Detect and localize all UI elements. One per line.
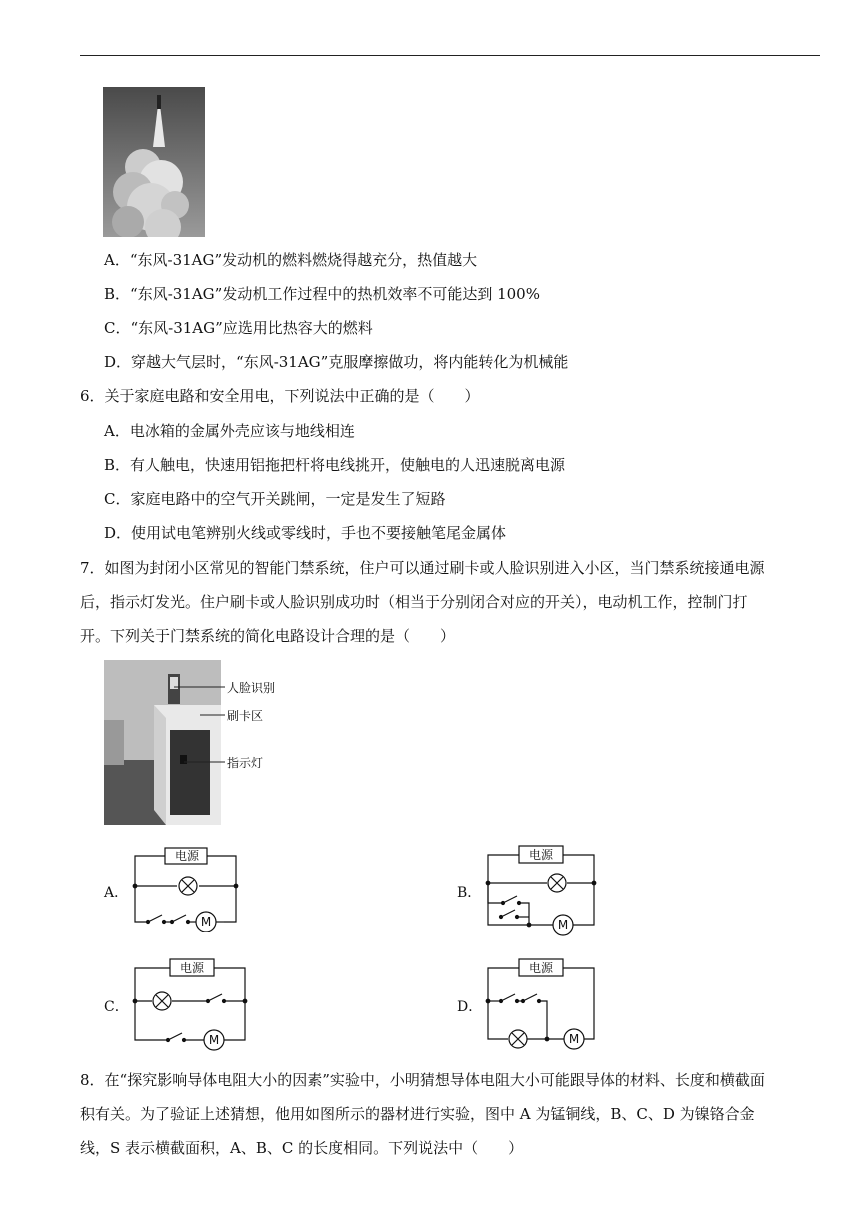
circuit-a-power-label: 电源 [174, 849, 199, 863]
circuit-b-power-label: 电源 [528, 848, 553, 862]
q8-stem-line-2: 积有关。为了验证上述猜想，他用如图所示的器材进行实验，图中 A 为锰铜线，B、C、D 为镍铬合金 [80, 1105, 755, 1123]
label-indicator: 指示灯 [227, 756, 264, 770]
circuit-c [130, 957, 250, 1053]
q6-option-c: C．家庭电路中的空气开关跳闸，一定是发生了短路 [104, 490, 446, 508]
photo-callout-lines [170, 675, 230, 775]
q8-stem-line-3: 线，S 表示横截面积，A、B、C 的长度相同。下列说法中（ ） [80, 1139, 524, 1157]
q7-stem-line-3: 开。下列关于门禁系统的简化电路设计合理的是（ ） [80, 627, 456, 645]
circuit-option-c-label: C． [104, 999, 129, 1015]
circuit-option-a-label: A． [104, 885, 129, 901]
circuit-option-d-label: D． [457, 999, 483, 1015]
q5-option-a: A．“东风-31AG”发动机的燃料燃烧得越充分，热值越大 [104, 251, 478, 269]
q6-stem: 6．关于家庭电路和安全用电，下列说法中正确的是（ ） [80, 387, 480, 405]
q5-option-d: D．穿越大气层时，“东风-31AG”克服摩擦做功，将内能转化为机械能 [104, 353, 569, 371]
circuit-d-motor-label: M [568, 1032, 580, 1046]
q7-stem-line-1: 7．如图为封闭小区常见的智能门禁系统，住户可以通过刷卡或人脸识别进入小区，当门禁系统接通电源 [80, 559, 765, 577]
circuit-d-power-label: 电源 [528, 961, 553, 975]
circuit-a [130, 846, 240, 932]
label-face-recognition: 人脸识别 [227, 681, 276, 695]
header-rule [80, 55, 820, 56]
q6-option-d: D．使用试电笔辨别火线或零线时，手也不要接触笔尾金属体 [104, 524, 507, 542]
rocket-launch-photo [103, 87, 205, 237]
circuit-d [483, 957, 598, 1053]
circuit-c-power-label: 电源 [179, 961, 204, 975]
circuit-b-motor-label: M [557, 918, 569, 932]
q6-option-b: B．有人触电，快速用铝拖把杆将电线挑开，使触电的人迅速脱离电源 [104, 456, 566, 474]
q7-stem-line-2: 后，指示灯发光。住户刷卡或人脸识别成功时（相当于分别闭合对应的开关），电动机工作，控制门打 [80, 593, 748, 611]
label-card-area: 刷卡区 [227, 709, 264, 723]
q8-stem-line-1: 8．在“探究影响导体电阻大小的因素”实验中，小明猜想导体电阻大小可能跟导体的材料、长度和横截面 [80, 1071, 765, 1089]
q6-option-a: A．电冰箱的金属外壳应该与地线相连 [104, 422, 355, 440]
q5-option-b: B．“东风-31AG”发动机工作过程中的热机效率不可能达到 100% [104, 285, 540, 303]
circuit-b [483, 845, 598, 937]
circuit-option-b-label: B． [457, 885, 482, 901]
circuit-c-motor-label: M [208, 1033, 220, 1047]
circuit-a-motor-label: M [200, 915, 212, 929]
q5-option-c: C．“东风-31AG”应选用比热容大的燃料 [104, 319, 373, 337]
